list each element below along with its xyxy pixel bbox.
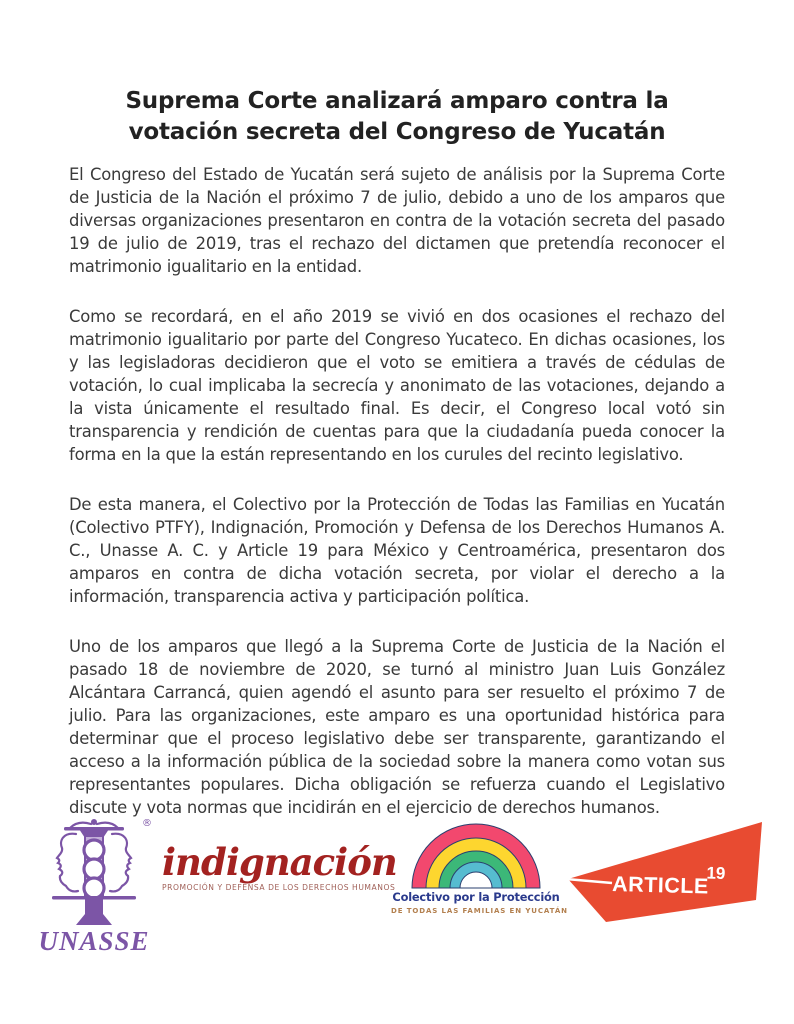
paragraph-3: De esta manera, el Colectivo por la Protección de Todas las Familias en Yucatán (Colectivo PTFY), Indignación, Promoción y Defensa de los Derechos Humanos A. C., Unasse A. C. y Article 19 para México y Centroamérica, presentaron dos amparos en contra de dicha votación secreta, por violar el derecho a la información, transparencia activa y participación política. <box>69 495 725 606</box>
indignacion-wordmark: indignación <box>162 840 397 884</box>
unasse-wordmark: UNASSE <box>38 926 150 956</box>
registered-mark: ® <box>142 818 152 829</box>
article19-logo <box>560 818 792 942</box>
colectivo-subtitle: DE TODAS LAS FAMILIAS EN YUCATÁN <box>391 907 568 915</box>
paragraph-4: Uno de los amparos que llegó a la Suprema Corte de Justicia de la Nación el pasado 18 de noviembre de 2020, se turnó al ministro Juan Luis González Alcántara Carrancá, quien agendó el asunto para ser resuelto el próximo 7 de julio. Para las organizaciones, este amparo es una oportunidad histórica para determinar que el proceso legislativo debe ser transparente, garantizando el acceso a la información pública de la sociedad sobre la manera como votan sus representantes populares. Dicha obligación se refuerza cuando el Legislativo discute y vota normas que incidirán en el ejercicio de derechos humanos. <box>69 637 725 817</box>
indignacion-logo <box>162 840 397 932</box>
article-body <box>69 163 725 846</box>
indignacion-tagline: PROMOCIÓN Y DEFENSA DE LOS DERECHOS HUMANOS <box>162 883 396 892</box>
unasse-emblem-icon <box>30 810 158 958</box>
paragraph-2: Como se recordará, en el año 2019 se vivió en dos ocasiones el rechazo del matrimonio igualitario por parte del Congreso Yucateco. En dichas ocasiones, los y las legisladoras decidieron que el voto se emitiera a través de cédulas de votación, lo cual implicaba la secrecía y anonimato de las votaciones, dejando a la vista únicamente el resultado final. Es decir, el Congreso local votó sin transparencia y rendición de cuentas para que la ciudadanía pueda conocer la forma en la que la están representando en los curules del recinto legislativo. <box>69 307 725 464</box>
article19-number: 19 <box>706 863 726 883</box>
colectivo-logo <box>391 814 568 936</box>
unasse-logo <box>30 810 158 958</box>
article19-banner-icon <box>560 818 792 942</box>
rainbow-icon <box>401 814 551 890</box>
paragraph-1: El Congreso del Estado de Yucatán será sujeto de análisis por la Suprema Corte de Justicia de la Nación el próximo 7 de julio, debido a uno de los amparos que diversas organizaciones presentaron en contra de la votación secreta del pasado 19 de julio de 2019, tras el rechazo del dictamen que pretendía reconocer el matrimonio igualitario en la entidad. <box>69 165 725 276</box>
article19-wordmark: ARTICLE <box>611 872 710 899</box>
logos-row <box>0 800 794 970</box>
colectivo-title: Colectivo por la Protección <box>392 890 560 904</box>
page-title: Suprema Corte analizará amparo contra la votación secreta del Congreso de Yucatán <box>125 88 669 145</box>
